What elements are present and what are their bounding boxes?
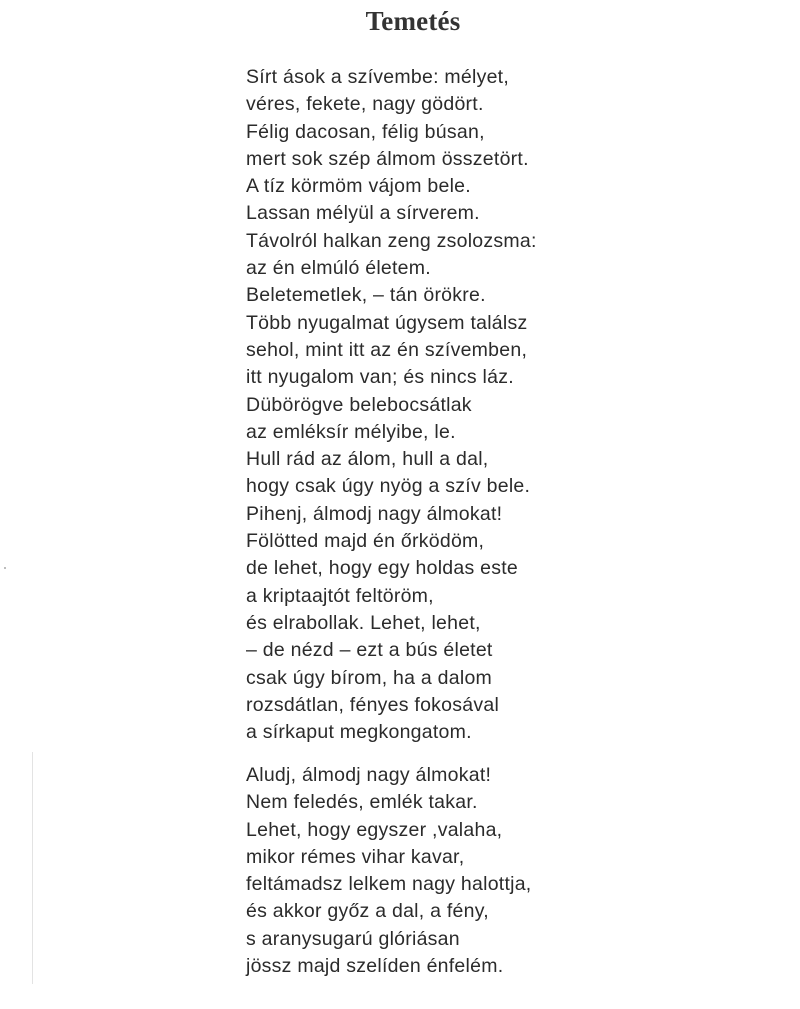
poem-line: sehol, mint itt az én szívemben, [246, 338, 528, 361]
poem-line: és elrabollak. Lehet, lehet, [246, 611, 481, 634]
poem-line: és akkor győz a dal, a fény, [246, 900, 489, 923]
poem-line: Lassan mélyül a sírverem. [246, 202, 480, 225]
poem-line: hogy csak úgy nyög a szív bele. [246, 475, 531, 498]
poem-line: Nem feledés, emlék takar. [246, 791, 478, 814]
poem-line: Több nyugalmat úgysem találsz [246, 311, 528, 334]
poem-line: Sírt ások a szívembe: mélyet, [246, 66, 510, 88]
poem-line: az emléksír mélyibe, le. [246, 420, 456, 443]
poem-line: Távolról halkan zeng zsolozsma: [246, 229, 537, 252]
poem-line: feltámadsz lelkem nagy halottja, [246, 873, 532, 896]
poem-line: Pihenj, álmodj nagy álmokat! [246, 502, 503, 525]
stanza-1 [246, 64, 537, 746]
scan-speck [4, 567, 6, 569]
poem-line: de lehet, hogy egy holdas este [246, 557, 519, 580]
poem-line: s aranysugarú glóriásan [246, 927, 460, 950]
poem-line: Félig dacosan, félig búsan, [246, 120, 485, 143]
poem-line: csak úgy bírom, ha a dalom [246, 666, 493, 689]
poem-line: az én elmúló életem. [246, 257, 431, 280]
stanza-2 [246, 762, 531, 980]
poem-line: a sírkaput megkongatom. [246, 721, 472, 744]
poem-line: véres, fekete, nagy gödört. [246, 93, 484, 116]
poem-line: Hull rád az álom, hull a dal, [246, 448, 489, 471]
poem-line: itt nyugalom van; és nincs láz. [246, 366, 514, 389]
poem-line: jössz majd szelíden énfelém. [246, 955, 504, 978]
poem-line: Lehet, hogy egyszer ,valaha, [246, 818, 503, 841]
poem-line: rozsdátlan, fényes fokosával [246, 693, 500, 716]
poem-line: Fölötted majd én őrködöm, [246, 530, 485, 553]
scan-margin-line [32, 752, 33, 984]
poem-line: Dübörögve belebocsátlak [246, 393, 472, 416]
poem-title: Temetés [365, 6, 461, 36]
poem-line: a kriptaajtót feltöröm, [246, 584, 434, 607]
poem-line: mikor rémes vihar kavar, [246, 845, 465, 868]
poem-line: A tíz körmöm vájom bele. [246, 175, 471, 198]
poem-line: – de nézd – ezt a bús életet [246, 639, 493, 662]
poem-line: Aludj, álmodj nagy álmokat! [246, 764, 492, 786]
poem-line: mert sok szép álmom összetört. [246, 147, 529, 170]
poem-line: Beletemetlek, – tán örökre. [246, 284, 486, 307]
